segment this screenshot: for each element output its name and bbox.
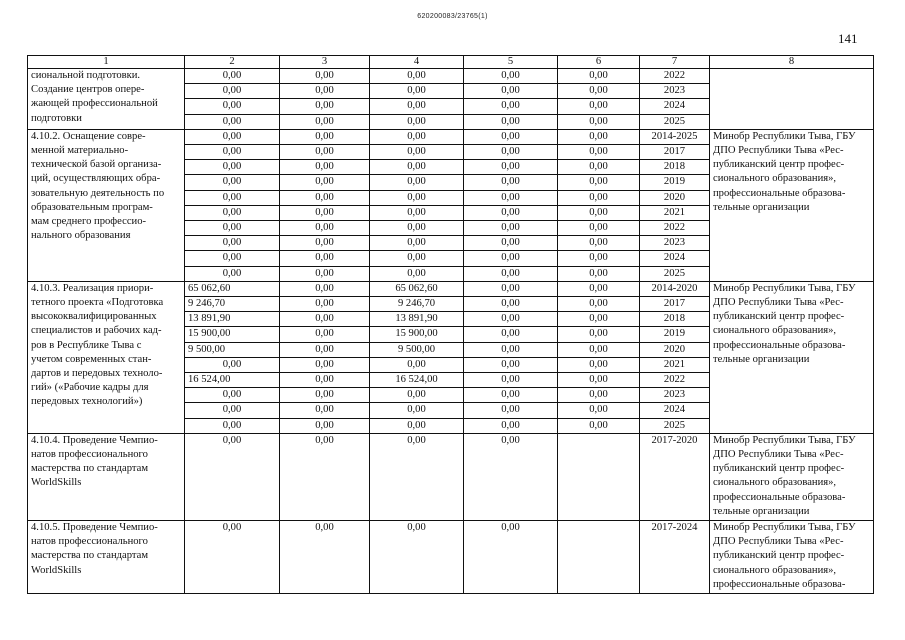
amount-cell: 0,00 — [280, 145, 370, 160]
measure-name-line: учетом современных стан- — [31, 353, 152, 365]
amount-cell: 0,00 — [558, 160, 640, 175]
period-cell: 2017-2020 — [640, 433, 710, 520]
measure-name-line: мам среднего профессио- — [31, 215, 147, 227]
amount-cell: 0,00 — [464, 221, 558, 236]
column-header-7: 7 — [640, 56, 710, 69]
period-cell: 2023 — [640, 236, 710, 251]
amount-cell: 0,00 — [370, 160, 464, 175]
amount-cell: 0,00 — [464, 114, 558, 129]
amount-cell: 0,00 — [185, 129, 280, 144]
amount-cell: 0,00 — [370, 69, 464, 84]
amount-cell: 0,00 — [464, 357, 558, 372]
amount-cell: 0,00 — [280, 205, 370, 220]
responsible-line: ДПО Республики Тыва «Рес- — [713, 449, 844, 461]
responsible-line: Минобр Республики Тыва, ГБУ — [713, 522, 856, 534]
column-header-1: 1 — [28, 56, 185, 69]
amount-cell: 0,00 — [185, 251, 280, 266]
period-cell: 2017 — [640, 297, 710, 312]
amount-cell: 9 246,70 — [370, 297, 464, 312]
amount-cell: 0,00 — [280, 373, 370, 388]
amount-cell: 0,00 — [464, 251, 558, 266]
amount-cell: 0,00 — [280, 99, 370, 114]
amount-cell: 0,00 — [185, 521, 280, 594]
amount-cell: 0,00 — [280, 114, 370, 129]
amount-cell: 0,00 — [558, 69, 640, 84]
amount-cell: 0,00 — [280, 236, 370, 251]
amount-cell: 0,00 — [558, 403, 640, 418]
amount-cell: 0,00 — [464, 297, 558, 312]
amount-cell: 13 891,90 — [185, 312, 280, 327]
measure-name — [28, 521, 185, 594]
amount-cell: 0,00 — [464, 403, 558, 418]
amount-cell: 13 891,90 — [370, 312, 464, 327]
amount-cell: 0,00 — [464, 160, 558, 175]
period-cell: 2024 — [640, 99, 710, 114]
responsible-executor — [710, 433, 874, 520]
responsible-line: тельные организации — [713, 201, 810, 213]
responsible-line: профессиональные образова- — [713, 491, 846, 503]
amount-cell: 0,00 — [464, 312, 558, 327]
period-cell: 2022 — [640, 221, 710, 236]
table-row — [28, 129, 874, 144]
amount-cell: 0,00 — [558, 205, 640, 220]
amount-cell: 0,00 — [370, 175, 464, 190]
measure-name-line: гий» («Рабочие кадры для — [31, 382, 149, 394]
column-header-4: 4 — [370, 56, 464, 69]
amount-cell: 0,00 — [280, 266, 370, 281]
amount-cell — [558, 521, 640, 594]
amount-cell: 15 900,00 — [185, 327, 280, 342]
amount-cell: 0,00 — [464, 373, 558, 388]
period-cell: 2020 — [640, 342, 710, 357]
amount-cell: 0,00 — [185, 433, 280, 520]
table-row — [28, 69, 874, 84]
period-cell: 2025 — [640, 114, 710, 129]
amount-cell: 0,00 — [280, 69, 370, 84]
amount-cell: 0,00 — [464, 342, 558, 357]
amount-cell: 0,00 — [185, 205, 280, 220]
measure-name-line: зовательную деятельность по — [31, 187, 165, 199]
amount-cell: 0,00 — [280, 403, 370, 418]
column-header-5: 5 — [464, 56, 558, 69]
measure-name — [28, 69, 185, 130]
amount-cell: 0,00 — [370, 403, 464, 418]
amount-cell: 0,00 — [370, 357, 464, 372]
amount-cell: 0,00 — [370, 145, 464, 160]
measure-name-line: натов профессионального — [31, 536, 148, 548]
amount-cell: 0,00 — [185, 175, 280, 190]
amount-cell: 0,00 — [558, 297, 640, 312]
table-body — [28, 69, 874, 594]
amount-cell: 0,00 — [370, 190, 464, 205]
period-cell: 2020 — [640, 190, 710, 205]
amount-cell: 0,00 — [185, 236, 280, 251]
measure-name — [28, 129, 185, 281]
amount-cell: 0,00 — [370, 388, 464, 403]
responsible-line: сионального образования», — [713, 173, 837, 185]
measure-name-line: ций, осуществляющих обра- — [31, 173, 161, 185]
period-cell: 2021 — [640, 357, 710, 372]
period-cell: 2025 — [640, 418, 710, 433]
measure-name-line: образовательным програм- — [31, 201, 153, 213]
responsible-line: публиканский центр профес- — [713, 463, 845, 475]
amount-cell: 9 500,00 — [185, 342, 280, 357]
budget-table — [27, 55, 874, 594]
amount-cell: 0,00 — [464, 418, 558, 433]
period-cell: 2022 — [640, 373, 710, 388]
period-cell: 2022 — [640, 69, 710, 84]
responsible-executor — [710, 521, 874, 594]
responsible-line: сионального образования», — [713, 325, 837, 337]
amount-cell: 0,00 — [280, 297, 370, 312]
measure-name-line: Создание центров опере- — [31, 84, 145, 96]
responsible-executor — [710, 281, 874, 433]
period-cell: 2018 — [640, 312, 710, 327]
amount-cell: 0,00 — [558, 145, 640, 160]
amount-cell: 0,00 — [464, 145, 558, 160]
amount-cell: 0,00 — [370, 99, 464, 114]
amount-cell: 0,00 — [280, 521, 370, 594]
amount-cell: 0,00 — [464, 236, 558, 251]
amount-cell: 0,00 — [370, 114, 464, 129]
amount-cell: 65 062,60 — [185, 281, 280, 296]
measure-name-line: натов профессионального — [31, 449, 148, 461]
amount-cell: 0,00 — [558, 190, 640, 205]
amount-cell: 0,00 — [370, 251, 464, 266]
amount-cell: 0,00 — [558, 251, 640, 266]
amount-cell: 16 524,00 — [185, 373, 280, 388]
column-header-3: 3 — [280, 56, 370, 69]
measure-name-line: ров в Республике Тыва с — [31, 339, 142, 351]
amount-cell: 0,00 — [558, 342, 640, 357]
amount-cell: 0,00 — [185, 99, 280, 114]
amount-cell: 0,00 — [464, 190, 558, 205]
amount-cell: 0,00 — [280, 327, 370, 342]
measure-name-line: высококвалифицированных — [31, 311, 157, 323]
responsible-line: Минобр Республики Тыва, ГБУ — [713, 282, 856, 294]
responsible-line: Минобр Республики Тыва, ГБУ — [713, 434, 856, 446]
measure-name — [28, 433, 185, 520]
amount-cell: 0,00 — [464, 84, 558, 99]
responsible-line: публиканский центр профес- — [713, 311, 845, 323]
measure-name-line: мастерства по стандартам — [31, 550, 149, 562]
amount-cell: 0,00 — [558, 281, 640, 296]
amount-cell: 0,00 — [280, 190, 370, 205]
amount-cell: 0,00 — [558, 114, 640, 129]
amount-cell: 0,00 — [464, 175, 558, 190]
measure-name-line: подготовки — [31, 112, 82, 124]
responsible-line: публиканский центр профес- — [713, 550, 845, 562]
amount-cell: 0,00 — [280, 388, 370, 403]
amount-cell: 0,00 — [558, 221, 640, 236]
period-cell: 2023 — [640, 84, 710, 99]
amount-cell: 0,00 — [464, 205, 558, 220]
amount-cell: 0,00 — [370, 205, 464, 220]
responsible-line: профессиональные образова- — [713, 187, 846, 199]
measure-name-line: жающей профессиональной — [31, 98, 158, 110]
column-header-8: 8 — [710, 56, 874, 69]
period-cell: 2018 — [640, 160, 710, 175]
amount-cell: 0,00 — [370, 418, 464, 433]
amount-cell: 0,00 — [464, 129, 558, 144]
measure-name-line: 4.10.2. Оснащение совре- — [31, 130, 146, 142]
responsible-line: профессиональные образова- — [713, 578, 846, 590]
amount-cell: 0,00 — [280, 433, 370, 520]
amount-cell: 0,00 — [558, 327, 640, 342]
measure-name-line: WorldSkills — [31, 477, 82, 489]
period-cell: 2014-2020 — [640, 281, 710, 296]
column-header-6: 6 — [558, 56, 640, 69]
amount-cell: 0,00 — [185, 69, 280, 84]
amount-cell: 0,00 — [558, 388, 640, 403]
period-cell: 2014-2025 — [640, 129, 710, 144]
amount-cell: 0,00 — [280, 251, 370, 266]
amount-cell: 0,00 — [185, 114, 280, 129]
amount-cell: 0,00 — [185, 84, 280, 99]
amount-cell: 0,00 — [185, 160, 280, 175]
table-row — [28, 433, 874, 520]
responsible-line: Минобр Республики Тыва, ГБУ — [713, 130, 856, 142]
period-cell: 2024 — [640, 403, 710, 418]
amount-cell: 0,00 — [558, 418, 640, 433]
responsible-line: ДПО Республики Тыва «Рес- — [713, 297, 844, 309]
amount-cell: 0,00 — [280, 221, 370, 236]
amount-cell: 0,00 — [370, 84, 464, 99]
amount-cell: 0,00 — [464, 266, 558, 281]
table-row — [28, 521, 874, 594]
amount-cell: 0,00 — [464, 99, 558, 114]
responsible-line: ДПО Республики Тыва «Рес- — [713, 145, 844, 156]
measure-name-line: нального образования — [31, 230, 131, 242]
measure-name-line: 4.10.4. Проведение Чемпио- — [31, 434, 158, 446]
measure-name-line: мастерства по стандартам — [31, 463, 149, 475]
measure-name-line: 4.10.3. Реализация приори- — [31, 282, 154, 294]
header-row — [28, 56, 874, 69]
period-cell: 2024 — [640, 251, 710, 266]
measure-name-line: 4.10.5. Проведение Чемпио- — [31, 522, 158, 534]
amount-cell: 0,00 — [185, 145, 280, 160]
measure-name — [28, 281, 185, 433]
amount-cell: 0,00 — [370, 236, 464, 251]
responsible-line: сионального образования», — [713, 477, 837, 489]
period-cell: 2025 — [640, 266, 710, 281]
measure-name-line: специалистов и рабочих кад- — [31, 325, 162, 337]
amount-cell: 0,00 — [185, 357, 280, 372]
amount-cell: 0,00 — [280, 312, 370, 327]
amount-cell: 0,00 — [185, 190, 280, 205]
document-id: 620200083/23765(1) — [417, 13, 488, 20]
amount-cell: 0,00 — [185, 266, 280, 281]
column-header-2: 2 — [185, 56, 280, 69]
amount-cell: 0,00 — [280, 175, 370, 190]
amount-cell: 0,00 — [280, 418, 370, 433]
amount-cell: 0,00 — [558, 312, 640, 327]
amount-cell: 0,00 — [558, 175, 640, 190]
responsible-line: сионального образования», — [713, 564, 837, 576]
amount-cell: 9 500,00 — [370, 342, 464, 357]
responsible-executor — [710, 69, 874, 130]
measure-name-line: дартов и передовых техноло- — [31, 367, 163, 379]
amount-cell: 0,00 — [558, 129, 640, 144]
amount-cell: 0,00 — [464, 521, 558, 594]
responsible-line: ДПО Республики Тыва «Рес- — [713, 536, 844, 548]
amount-cell: 0,00 — [185, 418, 280, 433]
amount-cell: 0,00 — [558, 373, 640, 388]
amount-cell: 9 246,70 — [185, 297, 280, 312]
responsible-line: тельные организации — [713, 353, 810, 365]
measure-name-line: технической базой организа- — [31, 159, 162, 171]
amount-cell: 0,00 — [280, 84, 370, 99]
measure-name-line: передовых технологий») — [31, 396, 143, 408]
amount-cell: 0,00 — [370, 129, 464, 144]
amount-cell: 0,00 — [558, 236, 640, 251]
amount-cell: 0,00 — [280, 160, 370, 175]
amount-cell: 0,00 — [558, 99, 640, 114]
amount-cell: 0,00 — [558, 357, 640, 372]
amount-cell: 0,00 — [558, 84, 640, 99]
responsible-line: публиканский центр профес- — [713, 159, 845, 171]
amount-cell: 0,00 — [464, 327, 558, 342]
measure-name-line: тетного проекта «Подготовка — [31, 297, 164, 309]
amount-cell: 0,00 — [464, 433, 558, 520]
period-cell: 2017 — [640, 145, 710, 160]
amount-cell: 0,00 — [280, 281, 370, 296]
amount-cell: 0,00 — [370, 221, 464, 236]
page-number: 141 — [838, 31, 858, 46]
amount-cell: 0,00 — [370, 433, 464, 520]
amount-cell: 0,00 — [185, 403, 280, 418]
amount-cell: 0,00 — [464, 69, 558, 84]
period-cell: 2019 — [640, 175, 710, 190]
amount-cell: 65 062,60 — [370, 281, 464, 296]
amount-cell: 0,00 — [464, 388, 558, 403]
amount-cell: 15 900,00 — [370, 327, 464, 342]
amount-cell: 0,00 — [185, 221, 280, 236]
responsible-executor — [710, 129, 874, 281]
amount-cell: 0,00 — [370, 521, 464, 594]
amount-cell: 0,00 — [370, 266, 464, 281]
responsible-line: тельные организации — [713, 505, 810, 517]
amount-cell: 0,00 — [558, 266, 640, 281]
amount-cell: 0,00 — [280, 342, 370, 357]
amount-cell — [558, 433, 640, 520]
measure-name-line: WorldSkills — [31, 564, 82, 576]
responsible-line: профессиональные образова- — [713, 339, 846, 351]
amount-cell: 0,00 — [280, 129, 370, 144]
amount-cell: 16 524,00 — [370, 373, 464, 388]
table-row — [28, 281, 874, 296]
measure-name-line: менной материально- — [31, 145, 129, 156]
amount-cell: 0,00 — [464, 281, 558, 296]
amount-cell: 0,00 — [280, 357, 370, 372]
measure-name-line: сиональной подготовки. — [31, 70, 141, 81]
period-cell: 2017-2024 — [640, 521, 710, 594]
period-cell: 2023 — [640, 388, 710, 403]
amount-cell: 0,00 — [185, 388, 280, 403]
period-cell: 2021 — [640, 205, 710, 220]
period-cell: 2019 — [640, 327, 710, 342]
